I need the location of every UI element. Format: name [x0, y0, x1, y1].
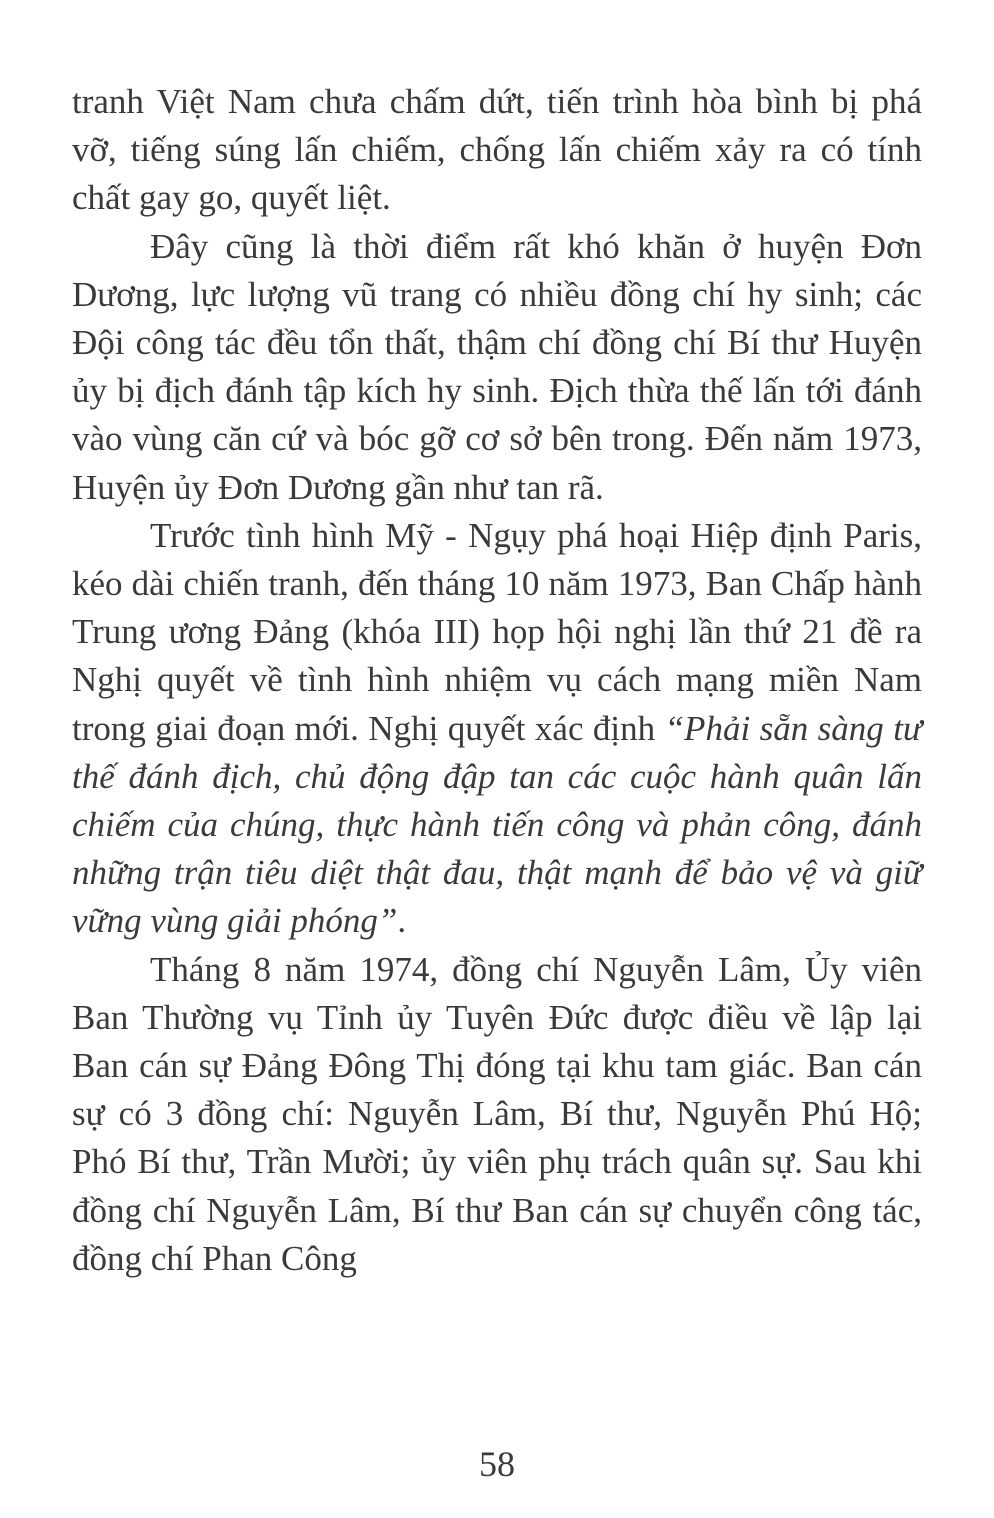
paragraph-4-text: Tháng 8 năm 1974, đồng chí Nguyễn Lâm, Ủy viên Ban Thường vụ Tỉnh ủy Tuyên Đức được điều về lập lại Ban cán sự Đảng Đông Thị đóng tại khu tam giác. Ban cán sự có 3 đồng chí: Nguyễn Lâm, Bí thư, Nguyễn Phú Hộ; Phó Bí thư, Trần Mười; ủy viên phụ trách quân sự. Sau khi đồng chí Nguyễn Lâm, Bí thư Ban cán sự chuyển công tác, đồng chí Phan Công	[72, 949, 922, 1278]
paragraph-2-text: Đây cũng là thời điểm rất khó khăn ở huyện Đơn Dương, lực lượng vũ trang có nhiều đồng chí hy sinh; các Đội công tác đều tổn thất, thậm chí đồng chí Bí thư Huyện ủy bị địch đánh tập kích hy sinh. Địch thừa thế lấn tới đánh vào vùng căn cứ và bóc gỡ cơ sở bên trong. Đến năm 1973, Huyện ủy Đơn Dương gần như tan rã.	[72, 226, 922, 507]
page-number: 58	[479, 1444, 515, 1484]
body-text	[72, 78, 922, 1283]
paragraph-1-text: tranh Việt Nam chưa chấm dứt, tiến trình hòa bình bị phá vỡ, tiếng súng lấn chiếm, chống lấn chiếm xảy ra có tính chất gay go, quyết liệt.	[72, 82, 922, 218]
resolution-quote: “Phải sẵn sàng tư thế đánh địch, chủ động đập tan các cuộc hành quân lấn chiếm của chúng, thực hành tiến công và phản công, đánh những trận tiêu diệt thật đau, thật mạnh để bảo vệ và giữ vững vùng giải phóng”	[72, 708, 923, 941]
paragraph-3-text: Trước tình hình Mỹ - Ngụy phá hoại Hiệp định Paris, kéo dài chiến tranh, đến tháng 10 năm 1973, Ban Chấp hành Trung ương Đảng (khóa III) họp hội nghị lần thứ 21 đề ra Nghị quyết về tình hình nhiệm vụ cách mạng miền Nam trong giai đoạn mới. Nghị quyết xác định	[72, 515, 922, 748]
paragraph-3-ending: .	[397, 901, 407, 941]
paragraph-1	[72, 78, 922, 223]
paragraph-3	[72, 512, 922, 946]
paragraph-2	[72, 223, 922, 512]
paragraph-4	[72, 946, 922, 1283]
